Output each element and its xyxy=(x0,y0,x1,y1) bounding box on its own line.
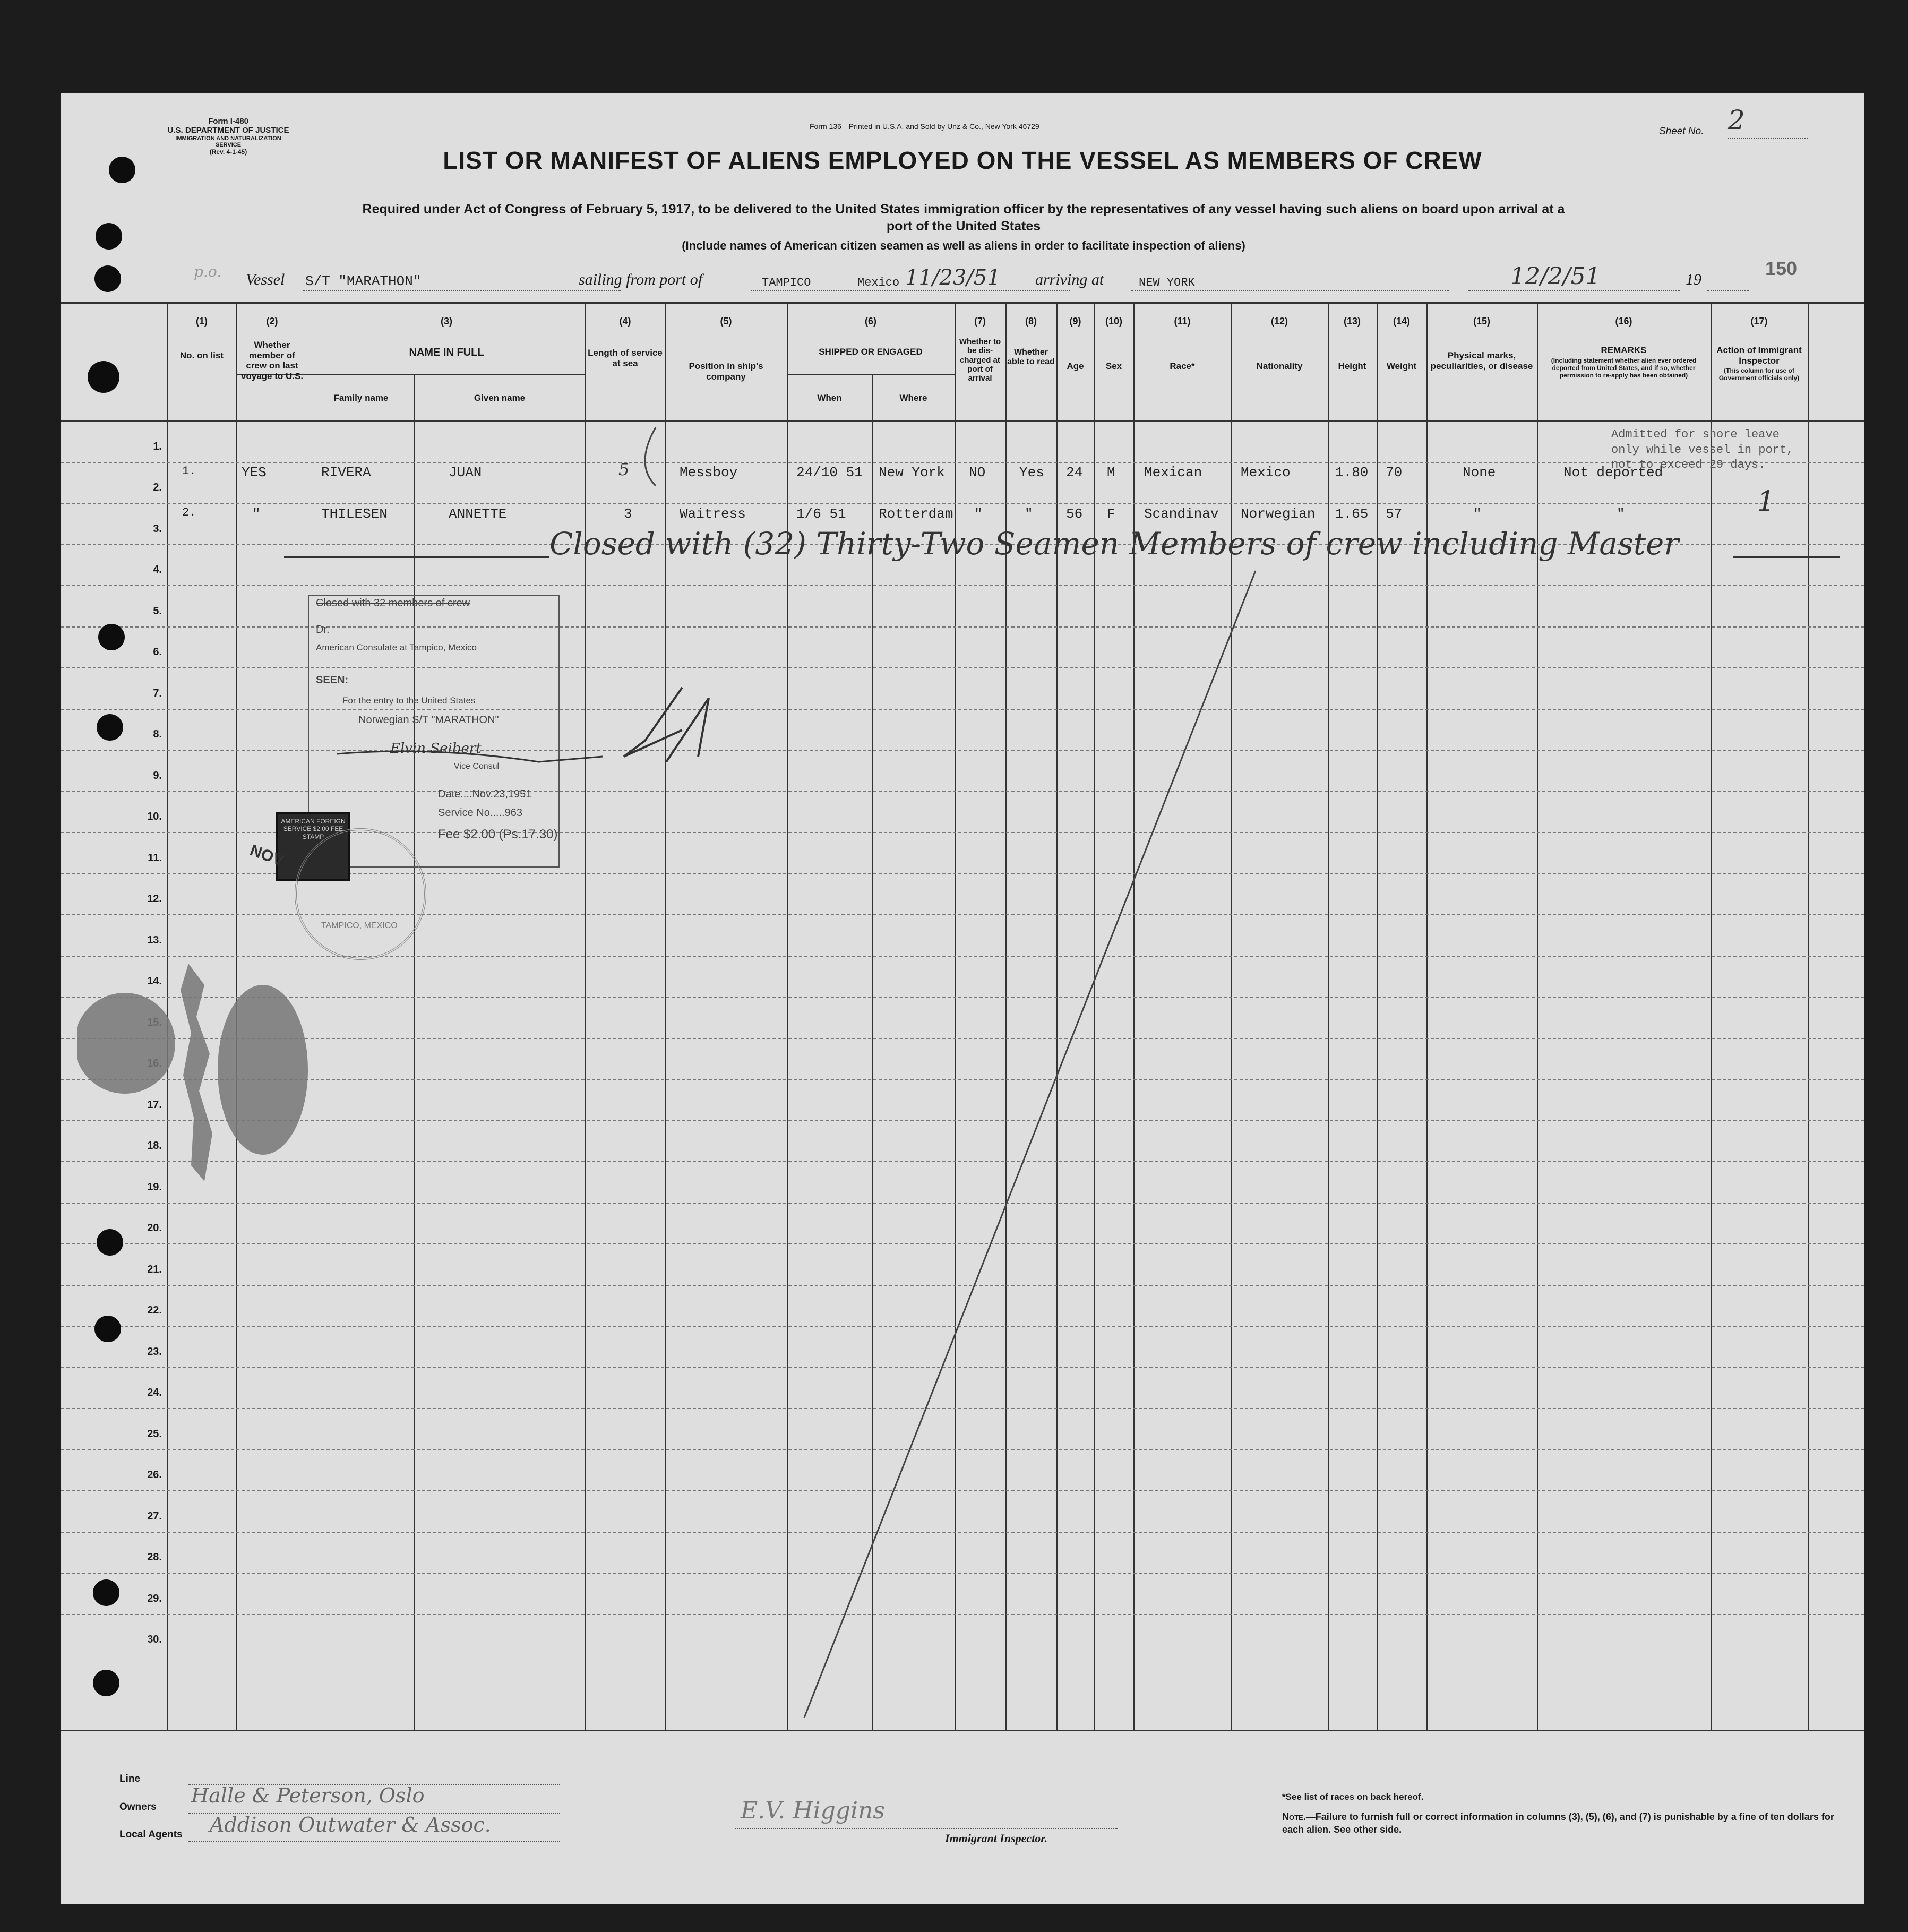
stamp-title: Vice Consul xyxy=(454,762,500,771)
col-header-when: When xyxy=(817,393,842,403)
row-number: 1. xyxy=(153,440,162,452)
row-when: 1/6 51 xyxy=(796,506,846,522)
col-num-10: (10) xyxy=(1105,316,1122,327)
note-label: Note. xyxy=(1282,1811,1306,1822)
stamp-closed-with: Closed with 32 members of crew xyxy=(316,597,470,609)
row-sex: F xyxy=(1107,506,1115,522)
col-header-last-voyage: Whether member of crew on last voyage to U.S. xyxy=(240,340,304,381)
row-nationality: Norwegian xyxy=(1241,506,1316,522)
diagonal-void-line xyxy=(804,571,1256,1718)
row-family-name: RIVERA xyxy=(321,465,371,480)
inspector-rule xyxy=(735,1828,1118,1829)
row-number: 23. xyxy=(147,1345,162,1358)
sail-date: 11/23/51 xyxy=(905,265,1001,290)
col-header-remarks: REMARKS xyxy=(1601,345,1647,355)
row-number: 14. xyxy=(147,975,162,987)
col-header-given-name: Given name xyxy=(474,393,526,403)
row-read: Yes xyxy=(1019,465,1044,480)
manifest-sheet xyxy=(61,93,1864,1904)
binder-hole xyxy=(93,1579,119,1606)
col-num-6: (6) xyxy=(865,316,876,327)
footer-agents-label: Local Agents xyxy=(119,1829,183,1840)
col-num-2: (2) xyxy=(266,316,278,327)
row-number: 10. xyxy=(147,811,162,822)
sheet-label: Sheet No. xyxy=(1659,126,1704,137)
consul-pen-marks xyxy=(624,688,709,762)
row-nationality: Mexico xyxy=(1241,465,1291,480)
row-number: 25. xyxy=(147,1428,162,1440)
col-header-nationality: Nationality xyxy=(1256,361,1303,371)
stamp-date: Date....Nov.23,1951 xyxy=(438,788,532,800)
department: U.S. DEPARTMENT OF JUSTICE xyxy=(167,126,289,135)
row-number: 19. xyxy=(147,1181,162,1193)
races-note: *See list of races on back hereof. xyxy=(1282,1792,1424,1802)
inspector-signature: E.V. Higgins xyxy=(741,1797,885,1824)
col-num-5: (5) xyxy=(720,316,732,327)
binder-hole xyxy=(94,265,121,292)
binder-hole xyxy=(96,223,122,250)
row-number: 17. xyxy=(147,1098,162,1111)
seal-text: TAMPICO, MEXICO xyxy=(321,921,398,930)
row-number: 11. xyxy=(148,852,162,864)
row-where: New York xyxy=(879,465,945,480)
col-header-read: Whether able to read xyxy=(1007,348,1055,367)
stamp-for-entry: For the entry to the United States xyxy=(342,695,476,706)
fine-note xyxy=(1282,1810,1840,1836)
stamp-vessel: Norwegian S/T "MARATHON" xyxy=(358,714,499,726)
binder-hole xyxy=(94,1316,121,1342)
row-no: 2. xyxy=(182,506,196,519)
row-number: 3. xyxy=(153,522,162,535)
binder-hole xyxy=(97,1229,123,1256)
col-header-remarks-note: (Including statement whether alien ever ordered deported from United States, and if so, whether permission to re-apply has been obtained) xyxy=(1551,357,1697,379)
inspector-label: Immigrant Inspector. xyxy=(945,1832,1048,1845)
row-number: 18. xyxy=(147,1140,162,1152)
col-header-service: Length of service at sea xyxy=(588,348,663,368)
binder-hole xyxy=(93,1670,119,1696)
row-given-name: JUAN xyxy=(449,465,482,480)
arrival-port: NEW YORK xyxy=(1139,276,1195,289)
row-number: 24. xyxy=(147,1387,162,1398)
revision: (Rev. 4-1-45) xyxy=(209,148,247,156)
row-when: 24/10 51 xyxy=(796,465,863,480)
date-stamp-nov: NOV xyxy=(247,841,286,870)
col-header-height: Height xyxy=(1338,361,1366,371)
col-header-weight: Weight xyxy=(1386,361,1417,371)
row-service: 5 xyxy=(618,459,630,479)
row-number: 6. xyxy=(153,646,162,658)
arriving-label: arriving at xyxy=(1035,271,1104,288)
col-num-7: (7) xyxy=(974,316,986,327)
fee-stamp: AMERICAN FOREIGN SERVICE $2.00 FEE STAMP xyxy=(276,812,350,881)
row-read: " xyxy=(1025,506,1033,522)
col-num-1: (1) xyxy=(196,316,208,327)
stamp-signer: Elvin Seibert xyxy=(390,741,482,757)
binder-hole xyxy=(97,714,123,741)
row-number: 30. xyxy=(147,1634,162,1645)
col-header-family-name: Family name xyxy=(333,393,389,403)
col-num-12: (12) xyxy=(1270,316,1288,327)
row-number: 4. xyxy=(153,564,162,576)
margin-number: 150 xyxy=(1765,257,1798,279)
col-num-15: (15) xyxy=(1473,316,1490,327)
row-sex: M xyxy=(1107,465,1115,480)
col-num-11: (11) xyxy=(1174,316,1191,327)
col-header-no: No. on list xyxy=(179,350,224,360)
row-race: Scandinav xyxy=(1144,506,1219,522)
col-num-17: (17) xyxy=(1750,316,1768,327)
sheet-number: 2 xyxy=(1728,105,1745,135)
margin-note: p.o. xyxy=(194,263,222,280)
row-number: 21. xyxy=(147,1263,162,1275)
row-number: 27. xyxy=(147,1510,162,1522)
col-num-3: (3) xyxy=(441,316,452,327)
row-number: 7. xyxy=(153,687,162,699)
footer-owners-label: Owners xyxy=(119,1801,157,1813)
sailing-label: sailing from port of xyxy=(579,271,703,288)
printer-line: Form 136—Printed in U.S.A. and Sold by Unz & Co., New York 46729 xyxy=(810,122,1039,131)
col-num-16: (16) xyxy=(1615,316,1632,327)
row-number: 5. xyxy=(153,605,162,617)
col-header-shipped: SHIPPED OR ENGAGED xyxy=(819,347,923,357)
row-number: 9. xyxy=(153,769,162,782)
row-weight: 57 xyxy=(1386,506,1403,522)
col-num-9: (9) xyxy=(1069,316,1081,327)
binder-hole xyxy=(98,624,125,650)
row-remarks: " xyxy=(1617,506,1625,522)
footer-agents-rule xyxy=(188,1841,560,1842)
handwritten-strokes xyxy=(61,93,1864,1904)
col-header-action-note: (This column for use of Government officials only) xyxy=(1718,367,1800,382)
closing-note: Closed with (32) Thirty-Two Seamen Members of crew including Master xyxy=(549,526,1679,562)
arrival-date: 12/2/51 xyxy=(1510,263,1601,290)
row-where: Rotterdam xyxy=(879,506,953,522)
stamp-fee: Fee $2.00 (Ps.17.30) xyxy=(438,827,558,842)
row-number: 8. xyxy=(153,728,162,740)
row-number: 28. xyxy=(147,1551,162,1563)
year-label: 19 xyxy=(1686,271,1701,288)
row-no: 1. xyxy=(182,465,196,478)
row-given-name: ANNETTE xyxy=(449,506,507,522)
subtitle-2: port of the United States xyxy=(886,219,1041,234)
col-header-marks: Physical marks, peculiarities, or disease xyxy=(1430,350,1533,371)
row-position: Waitress xyxy=(680,506,746,522)
subtitle-1: Required under Act of Congress of February 5, 1917, to be delivered to the United States immigration officer by the representatives of any vessel having such aliens on board upon arrival at a xyxy=(362,202,1565,217)
note-text: —Failure to furnish full or correct information in columns (3), (5), (6), and (7) is punishable by a fine of ten dollars for each alien. See other side. xyxy=(1282,1811,1834,1835)
vessel-label: Vessel xyxy=(246,271,285,288)
row-marks: None xyxy=(1463,465,1496,480)
country-value: Mexico xyxy=(857,276,900,289)
row-discharged: NO xyxy=(969,465,986,480)
page-title: LIST OR MANIFEST OF ALIENS EMPLOYED ON THE VESSEL AS MEMBERS OF CREW xyxy=(443,147,1482,174)
row-marks: " xyxy=(1473,506,1482,522)
col-header-where: Where xyxy=(899,393,927,403)
row-position: Messboy xyxy=(680,465,738,480)
stamp-line2: Dr. xyxy=(316,624,330,636)
service-mark xyxy=(645,427,656,486)
row-number: 12. xyxy=(147,893,162,905)
row-number: 20. xyxy=(147,1222,162,1234)
row-number: 26. xyxy=(147,1469,162,1481)
row-age: 56 xyxy=(1066,506,1083,522)
consul-signature-stroke xyxy=(337,751,603,762)
row-discharged: " xyxy=(974,506,983,522)
row-action: 1 xyxy=(1757,486,1775,518)
subtitle-3: (Include names of American citizen seamen as well as aliens in order to facilitate inspection of aliens) xyxy=(682,239,1245,252)
row-number: 22. xyxy=(147,1304,162,1316)
port-value: TAMPICO xyxy=(762,276,811,289)
col-header-position: Position in ship's company xyxy=(689,361,763,382)
row-family-name: THILESEN xyxy=(321,506,388,522)
binder-hole xyxy=(88,361,119,393)
col-header-race: Race* xyxy=(1170,361,1195,371)
col-header-name: NAME IN FULL xyxy=(409,347,484,358)
col-num-4: (4) xyxy=(619,316,631,327)
col-header-age: Age xyxy=(1067,361,1084,371)
col-num-8: (8) xyxy=(1025,316,1037,327)
stamp-service-no: Service No.....963 xyxy=(438,807,522,819)
shore-leave-stamp: Admitted for shore leave only while vessel in port, not to exceed 29 days. xyxy=(1611,428,1794,472)
row-age: 24 xyxy=(1066,465,1083,480)
service: IMMIGRATION AND NATURALIZATION SERVICE xyxy=(175,135,281,149)
row-height: 1.80 xyxy=(1335,465,1369,480)
col-num-13: (13) xyxy=(1343,316,1361,327)
row-number: 29. xyxy=(147,1592,162,1604)
row-number: 13. xyxy=(147,934,162,946)
vessel-value: S/T "MARATHON" xyxy=(305,273,422,289)
row-weight: 70 xyxy=(1386,465,1403,480)
row-last-voyage: YES xyxy=(242,465,267,480)
stamp-seen: SEEN: xyxy=(316,674,349,686)
footer-agents-value: Addison Outwater & Assoc. xyxy=(210,1813,491,1836)
form-id: Form I-480 xyxy=(208,117,248,126)
row-number: 2. xyxy=(153,482,162,493)
row-service: 3 xyxy=(624,506,632,522)
stamp-consulate: American Consulate at Tampico, Mexico xyxy=(316,642,477,652)
col-header-sex: Sex xyxy=(1105,361,1122,371)
row-remarks: Not deported xyxy=(1563,465,1663,480)
col-header-action: Action of Immigrant Inspector xyxy=(1716,345,1802,366)
row-race: Mexican xyxy=(1144,465,1202,480)
row-last-voyage: " xyxy=(252,506,261,522)
col-header-discharged: Whether to be dis-charged at port of arrival xyxy=(959,337,1001,383)
footer-owners-value: Halle & Peterson, Oslo xyxy=(191,1784,425,1807)
col-num-14: (14) xyxy=(1393,316,1410,327)
row-height: 1.65 xyxy=(1335,506,1369,522)
footer-line-label: Line xyxy=(119,1773,141,1784)
binder-hole xyxy=(109,157,135,183)
